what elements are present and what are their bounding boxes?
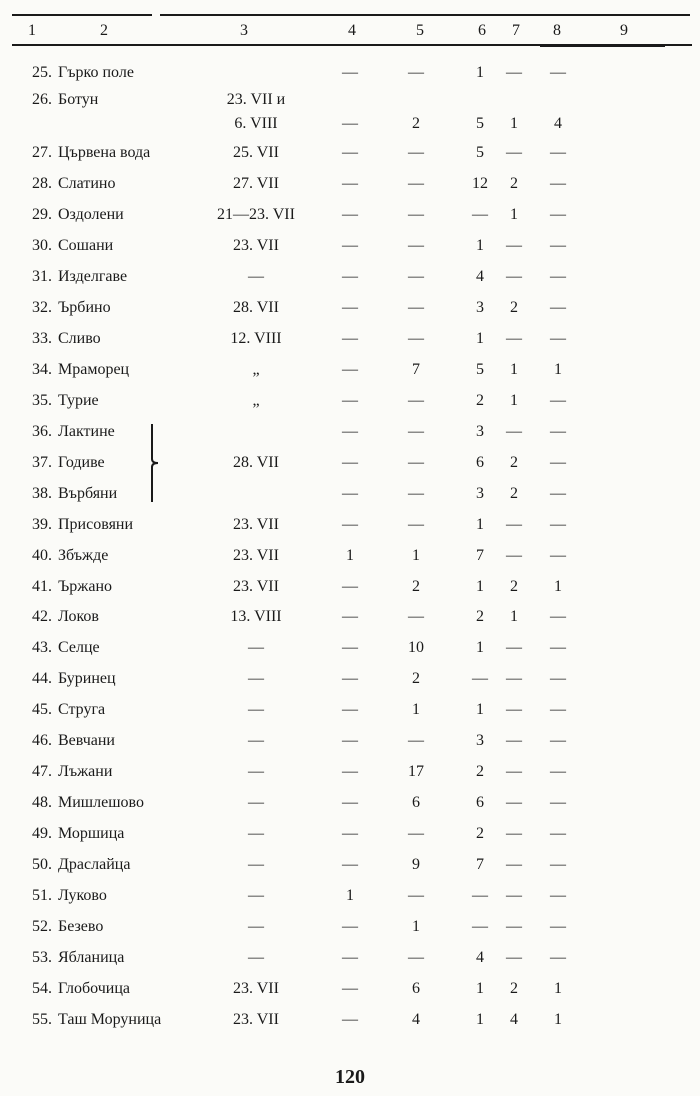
row-number: 28. [32,175,52,192]
col-7-value: — [506,856,522,873]
col-8-value: — [550,639,566,656]
header-col-9: 9 [620,22,628,39]
row-number: 41. [32,578,52,595]
row-number: 35. [32,392,52,409]
col-6-value: 1 [476,639,484,656]
table-row [0,577,700,601]
row-date: — [248,825,264,842]
col-6-value: — [472,206,488,223]
col-5-value: — [408,299,424,316]
table-row [0,886,700,910]
table-row [0,360,700,384]
table-row [0,607,700,631]
row-number: 26. [32,91,52,108]
village-name: Цървена вода [58,144,151,161]
village-name: Сошани [58,237,114,254]
table-row [0,63,700,87]
col-5-value: — [408,144,424,161]
row-number: 47. [32,763,52,780]
row-number: 40. [32,547,52,564]
col-8-value: 4 [554,115,562,132]
col-5-value: 2 [412,578,420,595]
col-4-value: — [342,454,358,471]
row-date: — [248,856,264,873]
col-4-value: — [342,670,358,687]
row-number: 46. [32,732,52,749]
col-7-value: — [506,516,522,533]
col-6-value: 7 [476,856,484,873]
col-4-value: — [342,608,358,625]
col-5-value: 4 [412,1011,420,1028]
col-4-value: — [342,701,358,718]
header-col-5: 5 [416,22,424,39]
col-6-value: 6 [476,454,484,471]
col-7-value: — [506,237,522,254]
col-4-value: 1 [346,887,354,904]
row-date: — [248,794,264,811]
header-col-6: 6 [478,22,486,39]
col-6-value: 4 [476,949,484,966]
col-5-value: 2 [412,670,420,687]
col-7-value: — [506,732,522,749]
col-6-value: 1 [476,516,484,533]
col-5-value: — [408,485,424,502]
col-4-value: — [342,794,358,811]
col-6-value: 2 [476,608,484,625]
col-5-value: — [408,732,424,749]
table-row [0,855,700,879]
village-name: Безево [58,918,104,935]
row-number: 44. [32,670,52,687]
col-8-value: — [550,237,566,254]
col-7-value: 2 [510,454,518,471]
col-4-value: — [342,299,358,316]
col-6-value: 2 [476,392,484,409]
col-7-value: 1 [510,392,518,409]
col-6-value: 1 [476,237,484,254]
col-4-value: — [342,64,358,81]
row-date: 25. VII [233,144,279,161]
table-row [0,267,700,291]
col-8-value: — [550,732,566,749]
village-name: Струга [58,701,106,718]
col-8-value: 1 [554,361,562,378]
col-5-value: 1 [412,547,420,564]
col-8-value: — [550,856,566,873]
row-date: 23. VII [233,547,279,564]
col-5-value: — [408,392,424,409]
col-7-value: 2 [510,485,518,502]
col-4-value: — [342,516,358,533]
col-4-value: — [342,392,358,409]
row-number: 30. [32,237,52,254]
col-4-value: — [342,825,358,842]
col-4-value: — [342,918,358,935]
col-4-value: — [342,175,358,192]
col-5-value: 2 [412,115,420,132]
col-5-value: — [408,825,424,842]
col-4-value: — [342,639,358,656]
row-date: 21—23. VII [217,206,295,223]
row-date: 23. VII [233,1011,279,1028]
col-8-value: — [550,763,566,780]
row-date: 23. VII [233,980,279,997]
col-7-value: — [506,670,522,687]
col-4-value: — [342,732,358,749]
col-7-value: — [506,268,522,285]
village-name: Ърбино [58,299,111,316]
row-number: 29. [32,206,52,223]
col-7-value: 1 [510,206,518,223]
village-name: Селце [58,639,100,656]
table-row [0,731,700,755]
village-name: Мраморец [58,361,130,378]
col-7-value: — [506,701,522,718]
col-7-value: — [506,918,522,935]
col-5-value: 1 [412,701,420,718]
col-8-value: — [550,268,566,285]
col-7-value: — [506,949,522,966]
col-4-value: — [342,330,358,347]
table-row [0,824,700,848]
col-7-value: 1 [510,361,518,378]
row-date: — [248,763,264,780]
row-number: 34. [32,361,52,378]
row-number: 37. [32,454,52,471]
header-col8-rule [540,46,665,47]
table-row [0,546,700,570]
brace-bracket [150,424,160,502]
col-4-value: — [342,115,358,132]
row-number: 27. [32,144,52,161]
col-5-value: 6 [412,794,420,811]
col-7-value: — [506,639,522,656]
village-name: Гърко поле [58,64,134,81]
header-col-4: 4 [348,22,356,39]
col-8-value: — [550,485,566,502]
header-col-1: 1 [28,22,36,39]
col-8-value: — [550,608,566,625]
col-6-value: 1 [476,980,484,997]
col-5-value: — [408,175,424,192]
row-date: — [248,639,264,656]
header-col-3: 3 [240,22,248,39]
row-date: 23. VII и [226,91,286,108]
row-date: — [248,732,264,749]
village-name: Оздолени [58,206,124,223]
table-row [0,329,700,353]
col-4-value: — [342,268,358,285]
table-row [0,638,700,662]
village-name: Таш Моруница [58,1011,162,1028]
table-row [0,91,700,138]
col-5-value: 6 [412,980,420,997]
row-number: 45. [32,701,52,718]
col-6-value: 3 [476,299,484,316]
table-row [0,700,700,724]
row-date: 23. VII [233,578,279,595]
col-5-value: — [408,330,424,347]
col-8-value: — [550,701,566,718]
col-7-value: — [506,794,522,811]
row-number: 48. [32,794,52,811]
col-7-value: — [506,547,522,564]
col-8-value: — [550,454,566,471]
col-5-value: 10 [408,639,424,656]
village-name: Лъжани [58,763,113,780]
row-date: „ [252,392,260,409]
row-number: 32. [32,299,52,316]
col-6-value: 3 [476,732,484,749]
col-6-value: 5 [476,144,484,161]
col-6-value: 12 [472,175,488,192]
top-rule-left [12,14,152,16]
col-8-value: — [550,392,566,409]
col-8-value: — [550,949,566,966]
table-row [0,205,700,229]
table-row [0,762,700,786]
row-number: 31. [32,268,52,285]
village-name: Изделгаве [58,268,128,285]
header-col-2: 2 [100,22,108,39]
village-name: Буринец [58,670,116,687]
table-row [0,979,700,1003]
village-name: Слатино [58,175,116,192]
row-number: 43. [32,639,52,656]
col-7-value: 2 [510,578,518,595]
table-row [0,236,700,260]
village-name: Моршица [58,825,125,842]
col-4-value: — [342,423,358,440]
col-5-value: — [408,887,424,904]
col-6-value: — [472,670,488,687]
col-7-value: 4 [510,1011,518,1028]
village-name: Годиве [58,454,105,471]
col-5-value: — [408,423,424,440]
col-8-value: 1 [554,1011,562,1028]
village-name: Вевчани [58,732,115,749]
table-row [0,793,700,817]
col-4-value: — [342,856,358,873]
row-date: „ [252,361,260,378]
row-number: 53. [32,949,52,966]
village-name: Мишлешово [58,794,144,811]
col-8-value: — [550,547,566,564]
village-name: Присовяни [58,516,134,533]
col-7-value: — [506,64,522,81]
table-row [0,453,700,477]
col-6-value: 4 [476,268,484,285]
col-8-value: — [550,330,566,347]
col-8-value: 1 [554,578,562,595]
col-5-value: — [408,237,424,254]
row-number: 42. [32,608,52,625]
col-8-value: — [550,299,566,316]
row-date: — [248,268,264,285]
table-row [0,515,700,539]
col-8-value: — [550,918,566,935]
col-4-value: — [342,980,358,997]
top-rule-right [160,14,690,16]
col-4-value: — [342,763,358,780]
table-row [0,484,700,508]
row-number: 33. [32,330,52,347]
col-8-value: — [550,794,566,811]
col-5-value: — [408,64,424,81]
village-name: Збъжде [58,547,109,564]
col-7-value: — [506,763,522,780]
village-name: Лактине [58,423,115,440]
village-name: Сливо [58,330,101,347]
col-7-value: — [506,330,522,347]
village-name: Турие [58,392,99,409]
col-5-value: 7 [412,361,420,378]
row-date: — [248,949,264,966]
row-date: 13. VIII [230,608,282,625]
col-8-value: — [550,206,566,223]
col-5-value: — [408,268,424,285]
village-name: Глобочица [58,980,131,997]
row-number: 25. [32,64,52,81]
col-4-value: — [342,1011,358,1028]
table-row [0,391,700,415]
col-5-value: 17 [408,763,424,780]
table-row [0,1010,700,1034]
col-5-value: — [408,608,424,625]
col-8-value: — [550,423,566,440]
col-7-value: — [506,423,522,440]
col-8-value: — [550,516,566,533]
col-8-value: — [550,144,566,161]
col-6-value: 5 [476,361,484,378]
row-number: 50. [32,856,52,873]
col-8-value: — [550,175,566,192]
col-6-value: 1 [476,578,484,595]
col-5-value: 1 [412,918,420,935]
col-5-value: — [408,454,424,471]
col-4-value: — [342,578,358,595]
row-date: 27. VII [233,175,279,192]
row-number: 55. [32,1011,52,1028]
col-6-value: 2 [476,825,484,842]
row-date: 23. VII [233,516,279,533]
row-date: — [248,670,264,687]
row-date-continued: 6. VIII [234,115,278,132]
row-date: 23. VII [233,237,279,254]
row-number: 38. [32,485,52,502]
row-number: 54. [32,980,52,997]
col-4-value: 1 [346,547,354,564]
row-number: 39. [32,516,52,533]
village-name: Драслайца [58,856,131,873]
table-row [0,174,700,198]
row-date: 28. VII [233,299,279,316]
col-7-value: — [506,144,522,161]
col-6-value: 6 [476,794,484,811]
col-6-value: — [472,887,488,904]
row-date: — [248,918,264,935]
col-7-value: 2 [510,980,518,997]
row-number: 51. [32,887,52,904]
col-8-value: 1 [554,980,562,997]
row-date: — [248,887,264,904]
col-6-value: 1 [476,64,484,81]
col-6-value: — [472,918,488,935]
village-name: Върбяни [58,485,118,502]
col-6-value: 1 [476,330,484,347]
col-7-value: 1 [510,115,518,132]
col-6-value: 7 [476,547,484,564]
table-row [0,948,700,972]
table-row [0,143,700,167]
col-5-value: — [408,949,424,966]
col-8-value: — [550,825,566,842]
header-col-8: 8 [553,22,561,39]
row-number: 36. [32,423,52,440]
header-col-7: 7 [512,22,520,39]
page-number: 120 [335,1066,365,1088]
col-4-value: — [342,206,358,223]
village-name: Луково [58,887,107,904]
row-date: 12. VIII [230,330,282,347]
village-name: Локов [58,608,99,625]
col-4-value: — [342,949,358,966]
col-6-value: 5 [476,115,484,132]
col-8-value: — [550,887,566,904]
col-8-value: — [550,64,566,81]
col-4-value: — [342,361,358,378]
village-name: Ябланица [58,949,125,966]
col-7-value: — [506,887,522,904]
col-6-value: 3 [476,485,484,502]
col-4-value: — [342,237,358,254]
col-6-value: 1 [476,1011,484,1028]
row-number: 49. [32,825,52,842]
col-4-value: — [342,485,358,502]
row-number: 52. [32,918,52,935]
table-row [0,422,700,446]
col-7-value: 2 [510,175,518,192]
village-name: Ържано [58,578,113,595]
col-7-value: 1 [510,608,518,625]
col-6-value: 1 [476,701,484,718]
col-5-value: — [408,516,424,533]
table-row [0,669,700,693]
col-5-value: — [408,206,424,223]
table-row [0,917,700,941]
col-4-value: — [342,144,358,161]
village-name: Ботун [58,91,99,108]
col-5-value: 9 [412,856,420,873]
col-7-value: 2 [510,299,518,316]
row-date: 28. VII [233,454,279,471]
col-8-value: — [550,670,566,687]
table-row [0,298,700,322]
col-6-value: 2 [476,763,484,780]
col-7-value: — [506,825,522,842]
row-date: — [248,701,264,718]
col-6-value: 3 [476,423,484,440]
